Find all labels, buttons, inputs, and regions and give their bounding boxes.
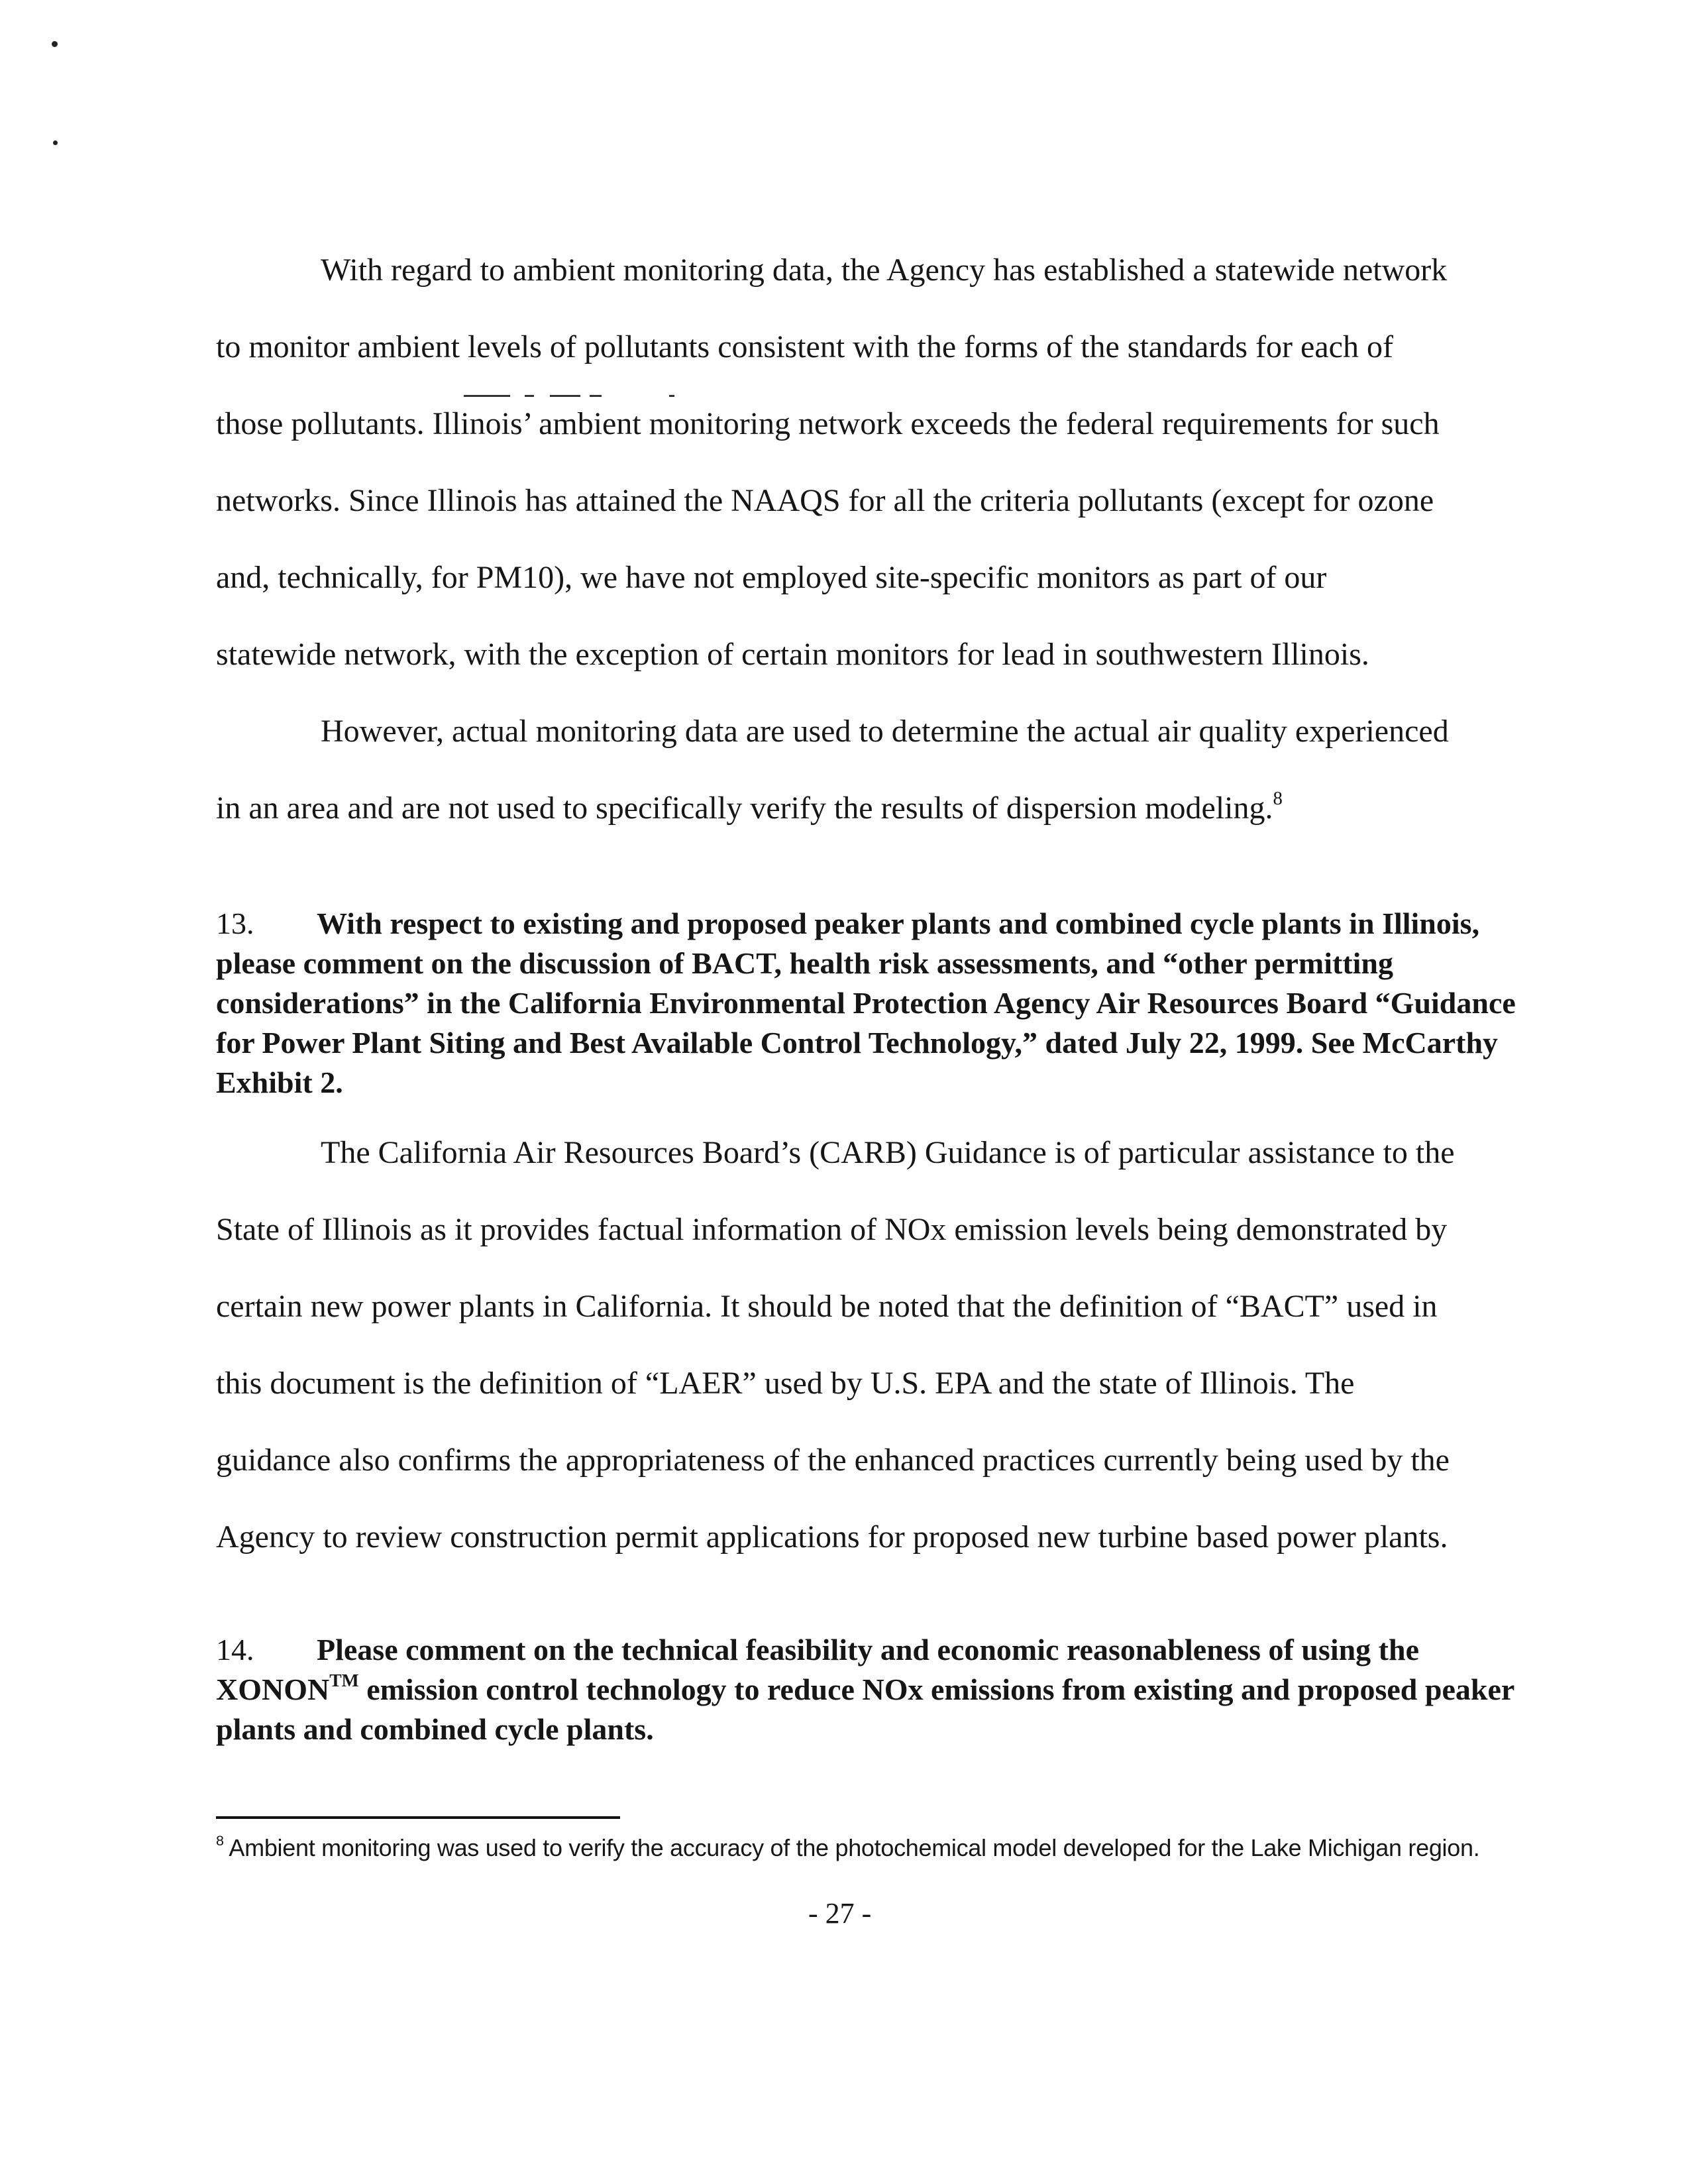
- trademark-symbol: TM: [329, 1669, 359, 1690]
- question-14-number: 14.: [216, 1633, 254, 1666]
- paragraph-3-line: The California Air Resources Board’s (CARB) Guidance is of particular assistance to the: [321, 1135, 1455, 1170]
- paragraph-1-line: statewide network, with the exception of certain monitors for lead in southwestern Illinois.: [216, 637, 1369, 672]
- question-13: [216, 904, 1541, 1103]
- paragraph-1-line: and, technically, for PM10), we have not employed site-specific monitors as part of our: [216, 560, 1327, 595]
- paragraph-1-line: With regard to ambient monitoring data, the Agency has established a statewide network: [321, 252, 1448, 288]
- scan-mark: [525, 395, 534, 397]
- question-13-text: With respect to existing and proposed peaker plants and combined cycle plants in Illinois, please comment on the discussion of BACT, health risk assessments, and “other permitting considerations” in the California Environmental Protection Agency Air Resources Board “Guidance for Power Plant Siting and Best Available Control Technology,” dated July 22, 1999. See McCarthy Exhibit 2.: [216, 906, 1516, 1099]
- page-number: - 27 -: [808, 1897, 872, 1930]
- scan-speck: [53, 140, 58, 145]
- scan-mark: [590, 395, 602, 397]
- question-13-number: 13.: [216, 906, 254, 940]
- paragraph-1-line: those pollutants. Illinois’ ambient monitoring network exceeds the federal requirements for such: [216, 406, 1440, 441]
- paragraph-2-text: in an area and are not used to specifically verify the results of dispersion modeling.: [216, 791, 1273, 826]
- paragraph-2-line: [216, 787, 1283, 827]
- question-14: [216, 1630, 1541, 1749]
- paragraph-2-line: However, actual monitoring data are used to determine the actual air quality experienced: [321, 714, 1449, 749]
- scan-mark: [550, 395, 580, 397]
- question-14-text-continued: emission control technology to reduce NOx emissions from existing and proposed peaker plants and combined cycle plants.: [216, 1672, 1514, 1746]
- scan-mark: [464, 395, 510, 397]
- paragraph-3-line: this document is the definition of “LAER” used by U.S. EPA and the state of Illinois. The: [216, 1366, 1355, 1401]
- footnote-reference: 8: [1273, 787, 1283, 809]
- footnote-text: Ambient monitoring was used to verify the accuracy of the photochemical model developed for the Lake Michigan region.: [223, 1834, 1480, 1861]
- footnote: [216, 1830, 1528, 1866]
- paragraph-3-line: State of Illinois as it provides factual information of NOx emission levels being demonstrated by: [216, 1212, 1448, 1247]
- paragraph-3-line: Agency to review construction permit applications for proposed new turbine based power plants.: [216, 1519, 1448, 1555]
- paragraph-1-line: to monitor ambient levels of pollutants consistent with the forms of the standards for each of: [216, 329, 1393, 364]
- paragraph-3-line: certain new power plants in California. It should be noted that the definition of “BACT” used in: [216, 1289, 1438, 1324]
- scan-speck: [52, 41, 58, 47]
- footnote-marker: 8: [216, 1831, 224, 1849]
- footnote-separator: [216, 1816, 620, 1819]
- scan-mark: [669, 395, 674, 397]
- paragraph-1-line: networks. Since Illinois has attained the NAAQS for all the criteria pollutants (except for ozone: [216, 483, 1434, 518]
- question-14-text: Please comment on the technical feasibility and economic reasonableness of using the XONON: [216, 1633, 1419, 1706]
- paragraph-3-line: guidance also confirms the appropriateness of the enhanced practices currently being used by the: [216, 1443, 1450, 1478]
